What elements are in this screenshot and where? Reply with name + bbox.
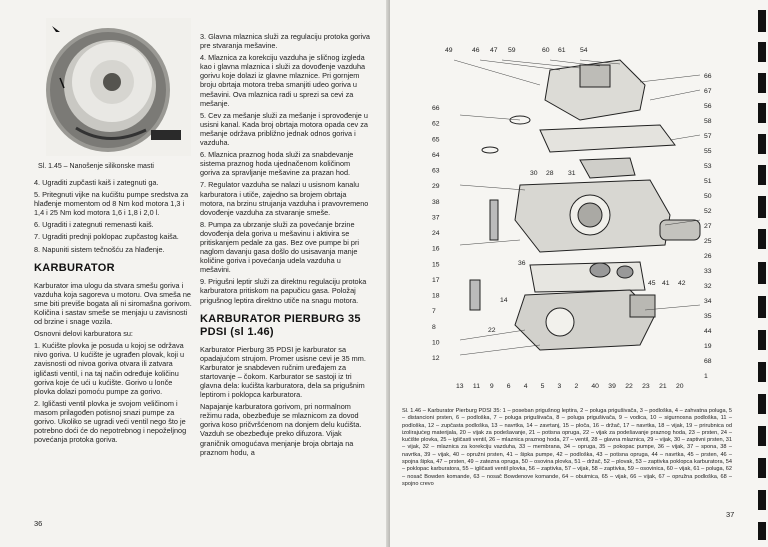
callout-number: 54	[580, 47, 588, 54]
callout-number: 66	[432, 105, 440, 112]
callout-number: 32	[704, 283, 712, 290]
step-item: 3. Glavna mlaznica služi za regulaciju protoka goriva pre stvaranja mešavine.	[200, 32, 370, 51]
callout-number: 57	[704, 133, 712, 140]
body-paragraph: 2. Igličasti ventil plovka je svojom veličinom i masom prilagođen potisnoj snazi pumpe za gorivo. Ukoliko se ugradi veći ventil nego što je potrebno doći će do nepotrebnog i nepoželjnog povećanja protoka goriva.	[34, 398, 187, 445]
step-item: 4. Mlaznica za korekciju vazduha je sličnog izgleda kao i glavna mlaznica i služi za dovođenje vazduha gorivu koje dolazi iz glavne mlaznice. Pri gornjem broju obrtaja motora treba smanjiti udeo goriva u mešavini. Ova mlaznica radi u sprezi sa cevi za mešanje.	[200, 53, 366, 108]
callout-number: 59	[508, 47, 516, 54]
callout-number: 29	[432, 183, 440, 191]
callout-number: 3	[557, 383, 562, 390]
callout-number: 65	[432, 136, 440, 144]
edge-tab	[758, 362, 766, 382]
callout-number: 47	[490, 47, 498, 54]
step-item: 8. Napuniti sistem tečnošću za hlađenje.	[34, 244, 165, 254]
callout-number: 14	[500, 297, 508, 304]
callout-number: 28	[546, 170, 554, 177]
callout-number: 45	[648, 280, 656, 287]
edge-tab	[758, 522, 766, 540]
step-item: 9. Prigušni leptir služi za direktnu regulaciju protoka karburatora pritiskom na papučicu gasa. Položaj prigušnog leptira direktno utiče na snagu motora.	[200, 277, 367, 305]
callout-number: 49	[445, 47, 453, 54]
callout-number: 11	[472, 383, 480, 390]
edge-tab	[758, 42, 766, 62]
callout-number: 41	[662, 280, 670, 287]
callout-number: 56	[704, 103, 712, 110]
callout-number: 66	[704, 73, 712, 80]
callout-number: 16	[432, 245, 440, 253]
edge-tab	[758, 426, 766, 446]
callout-number: 36	[518, 260, 526, 267]
edge-tab	[758, 296, 766, 318]
callout-number: 23	[642, 383, 650, 390]
callout-number: 15	[432, 261, 440, 269]
step-item: 5. Pritegnuti vijke na kućištu pumpe sredstva za hlađenje momentom od 8 Nm kod motora 1,3 i 1,4 i 25 Nm kod motora 1,6 i 1,8 i 2,0 l.	[34, 190, 189, 218]
callout-number: 64	[432, 151, 440, 159]
callout-number: 10	[432, 339, 440, 347]
callout-number: 38	[432, 198, 440, 206]
edge-tab	[758, 134, 766, 154]
callout-number: 13	[456, 383, 464, 390]
callout-number: 46	[472, 47, 480, 54]
figure-caption-right: Sl. 1.46 – Karburator Pierburg PDSI 35: 1 – poseban prigušnog leptira, 2 – poluga prigušivača, 3 – podloška, 4 – zahvatna poluga, 5 – distancioni prsten, 6 – podloška, 7 – poluga prigušivača, 8 – poluga prigušivača, 9 – vodica, 10 – sigurnosna podloška, 11 – podloška, 12 – zupčasta podloška, 13 – navrtka, 14 – zavrtanj, 15 – ploča, 16 – držač, 17 – navrtka, 18 – vijak, 19 – prirubnica od izolirajućeg materijala, 20 – vijak za podešavanje, 21 – potisna opruga, 22 – vijak za podešavanje praznog hoda, 23 – prsten, 24 – kućište plovka, 25 – igličasti ventil, 26 – mlaznica praznog hoda, 27 – ventil, 28 – glavna mlaznica, 29 – vijak, 30 – zaptivni prsten, 31 – vijak, 32 – mlaznica za korekciju vazduha, 33 – membrana, 34 – opruga, 35 – pokopac pumpe, 36 – vijak, 37 – spona, 38 – navrtka, 39 – vijak, 40 – opružni prsten, 41 – šipka pumpe, 42 – podloška, 43 – potisna opruga, 44 – navrtka, 45 – prsten, 46 – spojna šipka, 47 – prsten, 49 – zatezna opruga, 50 – osovina plovka, 51 – držač, 52 – plovak, 53 – zaptivka poklopca karburatora, 54 – poklopac karburatora, 55 – igličasti ventil plovka, 56 – zaptivka, 57 – vijak, 58 – zaptivka, 59 – osovinica, 60 – vijak, 61 – poluga, 62 – nosač Bowden komande, 63 – nosač Bowdenove komande, 64 – obuimica, 65 – vijak, 66 – vijak, 67 – opružna podloška, 68 – spojno crevo	[402, 408, 732, 487]
callout-number: 20	[676, 383, 684, 390]
callout-number: 61	[558, 47, 566, 54]
edge-tab	[758, 103, 766, 123]
callout-number: 37	[432, 214, 440, 222]
callout-number: 53	[704, 163, 712, 170]
figure-caption-left: Sl. 1.45 – Nanošenje silikonske masti	[38, 163, 154, 170]
edge-tab	[758, 229, 766, 249]
heading-karburator: KARBURATOR	[34, 261, 115, 274]
callout-number: 5	[540, 383, 545, 390]
callout-number: 21	[659, 383, 667, 390]
callout-number: 22	[488, 327, 496, 334]
page-number-left: 36	[34, 519, 43, 528]
callout-number: 58	[704, 118, 712, 125]
callout-number: 8	[432, 323, 436, 331]
callout-number: 22	[625, 383, 633, 390]
step-item: 6. Mlaznica praznog hoda služi za snabdevanje sistema praznog hoda ujednačenom količinom goriva za spravljanje mešavine za prazan hod.	[200, 150, 354, 178]
edge-tab	[758, 330, 766, 350]
carburetor-exploded-diagram	[430, 40, 730, 395]
callout-number: 60	[542, 47, 550, 54]
step-item: 7. Regulator vazduha se nalazi u usisnom kanalu karburatora i utiče, zajedno sa brojem obrtaja motora, na brzinu strujanja vazduha i pravovremeno dovođenje vazduha za stvaranje smeše.	[200, 180, 369, 217]
body-paragraph: Napajanje karburatora gorivom, pri normalnom režimu rada, obezbeđuje se mlaznicom za dovod goriva koso pričvršćenom na donjem delu kućišta. Vazduh se obezbeđuje preko difuzora. Vijak graničnik omogućava menjanje broja obrtaja na praznom hodu, a	[200, 402, 362, 457]
step-item: 8. Pumpa za ubrzanje služi za povećanje brzine dovođenja dela goriva u mešavinu i aktivira se pritiskanjem pedale za gas. Bez ove pumpe bi pri naglom davanju gasa došlo do usisavanja manje količine goriva i povećanja udela vazduha u mešavini.	[200, 219, 359, 275]
water-pump-photo	[46, 18, 191, 156]
edge-tab	[758, 10, 766, 32]
body-paragraph: Osnovni delovi karburatora su:	[34, 329, 133, 339]
left-column-1	[34, 178, 194, 447]
edge-tabs	[754, 0, 768, 547]
callout-number: 12	[432, 355, 440, 362]
step-item: 6. Ugraditi i zategnuti remenasti kaiš.	[34, 220, 154, 230]
callout-number: 25	[704, 238, 712, 245]
edge-tab	[758, 165, 766, 185]
edge-tab	[758, 490, 766, 510]
callout-number: 26	[704, 253, 712, 260]
callout-number: 44	[704, 328, 712, 335]
callout-number: 7	[432, 308, 436, 316]
callout-number: 33	[704, 268, 712, 275]
edge-tab	[758, 73, 766, 93]
callout-number: 19	[704, 343, 712, 350]
step-item: 7. Ugraditi prednji poklopac zupčastog kaiša.	[34, 232, 179, 242]
callout-number: 50	[704, 193, 712, 200]
callout-number: 40	[591, 383, 599, 390]
callout-number: 17	[432, 276, 440, 284]
body-paragraph: 1. Kućište plovka je posuda u kojoj se održava nivo goriva. U kućište je ugrađen plovak, koji u zavisnosti od nivoa goriva otvara ili zatvara igličasti ventil, i na taj način određuje količinu goriva koje će ući u kućište. Gorivo u lonče plovka dolazi pomoću pumpe za gorivo.	[34, 341, 185, 396]
callout-number: 55	[704, 148, 712, 155]
edge-tab	[758, 262, 766, 284]
callout-number: 35	[704, 313, 712, 320]
callout-number: 9	[489, 383, 494, 390]
callout-number: 63	[432, 167, 440, 175]
callout-number: 1	[704, 373, 708, 380]
callout-number: 6	[506, 383, 511, 390]
callout-number: 67	[704, 88, 712, 95]
body-paragraph: Karburator ima ulogu da stvara smešu goriva i vazduha koja sagoreva u motoru. Ova smeša ne sme biti previše bogata ali ni siromašna gorivom. Količina i sastav smeše se menjaju u zavisnosti od brzine i snage vozila.	[34, 280, 192, 327]
callout-number: 2	[574, 383, 579, 390]
left-column-2	[200, 32, 370, 460]
heading-pierburg: KARBURATOR PIERBURG 35 PDSI (sl 1.46)	[200, 312, 361, 338]
callout-number: 62	[432, 120, 440, 128]
callout-number: 18	[432, 292, 440, 300]
edge-tab	[758, 394, 766, 414]
callout-number: 34	[704, 298, 712, 305]
right-page	[390, 0, 768, 547]
callout-number: 42	[678, 280, 686, 287]
body-paragraph: Karburator Pierburg 35 PDSI je karburator sa opadajućom strujom. Promer usisne cevi je 35 mm. Karburator je snabdeven ručnim uređajem za startovanje – čokom. Karburator se sastoji iz tri glavna dela: kućišta karburatora, dela sa prigušnim leptirom i poklopca karburatora.	[200, 344, 366, 400]
callout-number: 39	[608, 383, 616, 390]
page-number-right: 37	[726, 510, 735, 519]
callout-number: 68	[704, 358, 712, 365]
callout-number: 51	[704, 178, 712, 185]
edge-tab	[758, 196, 766, 218]
callout-number: 30	[530, 170, 538, 177]
callout-number: 27	[704, 223, 712, 230]
edge-tab	[758, 458, 766, 478]
callout-number: 4	[523, 383, 528, 390]
step-item: 4. Ugraditi zupčasti kaiš i zategnuti ga.	[34, 178, 159, 187]
step-item: 5. Cev za mešanje služi za mešanje i sprovođenje u usisni kanal. Kada broj obrtaja motora opada cev za mešanje održava približno jednak odnos goriva i vazduha.	[200, 110, 368, 148]
callout-number: 31	[568, 170, 576, 177]
callout-number: 24	[432, 230, 440, 237]
callout-number: 52	[704, 208, 712, 215]
